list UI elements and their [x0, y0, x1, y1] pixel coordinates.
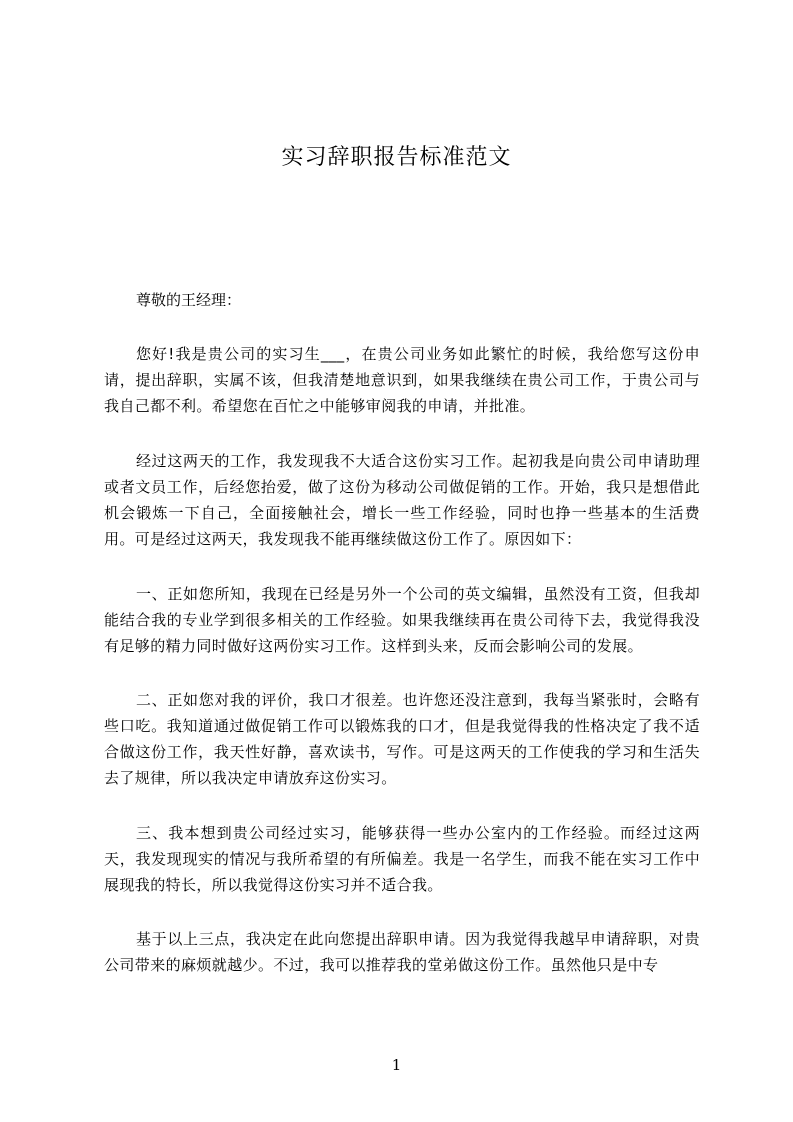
salutation: 尊敬的王经理： — [136, 291, 242, 309]
paragraph-reason-three: 三、我本想到贵公司经过实习，能够获得一些办公室内的工作经验。而经过这两天，我发现现实的情况与我所希望的有所偏差。我是一名学生，而我不能在实习工作中展现我的特长，所以我觉得这份实习并不适合我。 — [104, 824, 700, 894]
paragraph-reason-two: 二、正如您对我的评价，我口才很差。也许您还没注意到，我每当紧张时，会略有些口吃。我知道通过做促销工作可以锻炼我的口才，但是我觉得我的性格决定了我不适合做这份工作，我天性好静，喜欢读书，写作。可是这两天的工作使我的学习和生活失去了规律，所以我决定申请放弃这份实习。 — [104, 691, 700, 787]
paragraph-intro: 您好!我是贵公司的实习生___，在贵公司业务如此繁忙的时候，我给您写这份申请，提出辞职，实属不该，但我清楚地意识到，如果我继续在贵公司工作，于贵公司与我自己都不利。希望您在百忙之中能够审阅我的申请，并批准。 — [104, 345, 700, 415]
page-number: 1 — [391, 1056, 402, 1074]
document-title: 实习辞职报告标准范文 — [281, 145, 512, 170]
paragraph-background: 经过这两天的工作，我发现我不大适合这份实习工作。起初我是向贵公司申请助理或者文员工作，后经您抬爱，做了这份为移动公司做促销的工作。开始，我只是想借此机会锻炼一下自己，全面接触社会，增长一些工作经验，同时也挣一些基本的生活费用。可是经过这两天，我发现我不能再继续做这份工作了。原因如下： — [104, 452, 700, 548]
paragraph-conclusion: 基于以上三点，我决定在此向您提出辞职申请。因为我觉得我越早申请辞职，对贵公司带来的麻烦就越少。不过，我可以推荐我的堂弟做这份工作。虽然他只是中专 — [104, 930, 700, 974]
paragraph-reason-one: 一、正如您所知，我现在已经是另外一个公司的英文编辑，虽然没有工资，但我却能结合我的专业学到很多相关的工作经验。如果我继续再在贵公司待下去，我觉得我没有足够的精力同时做好这两份实习工作。这样到头来，反而会影响公司的发展。 — [104, 585, 700, 655]
